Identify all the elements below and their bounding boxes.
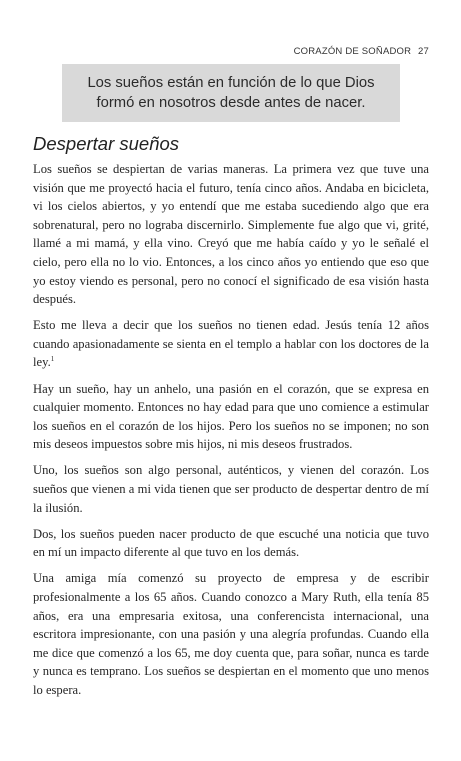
section-heading: Despertar sueños [33, 133, 180, 154]
pull-quote-box [62, 64, 400, 122]
paragraph [33, 316, 429, 372]
paragraph: Dos, los sueños pueden nacer producto de que escuché una noticia que tuvo en mí un impacto diferente al que tuvo en los demás. [33, 526, 429, 560]
paragraph: Hay un sueño, hay un anhelo, una pasión en el corazón, que se expresa en cualquier momento. Entonces no hay edad para que uno comience a estimular los sueños en el corazón de los hijos. Pero los sueños no se imponen; no son mis deseos impuestos sobre mis hijos, ni mis deseos frustrados. [33, 381, 429, 452]
body-text [33, 160, 429, 707]
paragraph-text: Esto me lleva a decir que los sueños no tienen edad. Jesús tenía 12 años cuando apasionadamente se sienta en el templo a hablar con los doctores de la ley. [33, 318, 429, 370]
page-number: 27 [418, 46, 429, 57]
pull-quote-text: Los sueños están en función de lo que Dios formó en nosotros desde antes de nacer. [87, 75, 375, 111]
paragraph: Los sueños se despiertan de varias maneras. La primera vez que tuve una visión que me proyectó hacia el futuro, tenía cinco años. Andaba en bicicleta, vi los cielos abiertos, y yo entendí que me estaba sucediendo algo que era sobrenatural, pero no lograba discernirlo. Simplemente fue algo que vi, grité, llamé a mi mamá, y ella vino. Creyó que me había caído y yo le señalé el cielo, pero ella no lo vio. Entonces, a los cinco años yo entiendo que eso que yo estoy viendo es personal, pero no conocí el significado de esa visión hasta después. [33, 162, 429, 307]
paragraph: Uno, los sueños son algo personal, auténticos, y vienen del corazón. Los sueños que vienen a mi vida tienen que ser producto de despertar dentro de mí la ilusión. [33, 463, 429, 515]
running-header [294, 46, 429, 57]
paragraph: Una amiga mía comenzó su proyecto de empresa y de escribir profesionalmente a los 65 años. Cuando conozco a Mary Ruth, ella tenía 85 años, era una empresaria exitosa, una conferencista internacional, una escritora impresionante, con una pasión y una alegría profundas. Cuando ella me dice que comenzó a los 65, me doy cuenta que, para soñar, nunca es tarde y nunca es temprano. Los sueños se despiertan en el momento que uno menos lo espera. [33, 571, 429, 697]
footnote-marker: 1 [50, 355, 55, 364]
book-title: CORAZÓN DE SOÑADOR [293, 46, 412, 57]
